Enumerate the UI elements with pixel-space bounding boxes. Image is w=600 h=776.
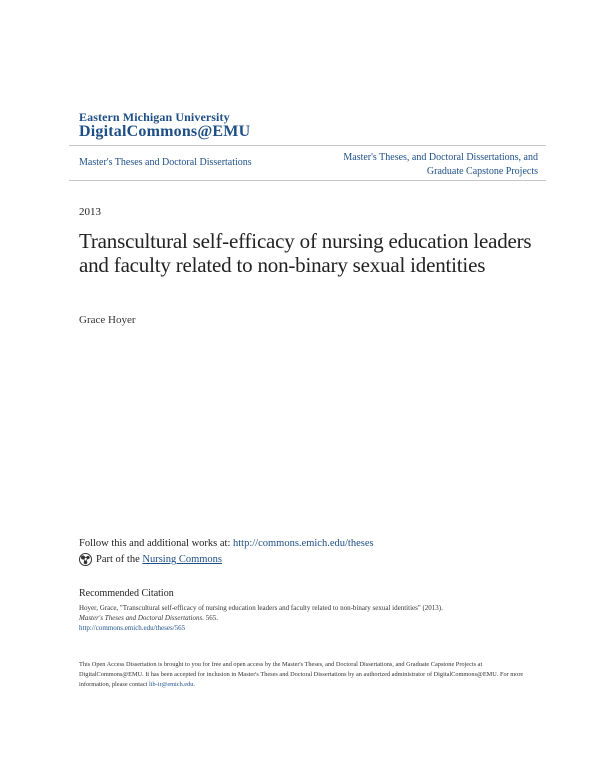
recommended-citation-heading: Recommended Citation [79, 588, 174, 599]
citation-series: Master's Theses and Doctoral Dissertations. [79, 614, 204, 622]
repository-name[interactable]: DigitalCommons@EMU [79, 123, 251, 140]
citation-block [79, 603, 539, 633]
document-author: Grace Hoyer [79, 314, 136, 326]
network-icon [79, 553, 92, 566]
citation-url-link[interactable]: http://commons.emich.edu/theses/565 [79, 624, 186, 632]
notice-text: This Open Access Dissertation is brought to you for free and open access by the Master's Theses, and Doctoral Dissertations, and Graduate Capstone Projects at DigitalCommons@EMU. It has been accepted for inclusion in Master's Theses and Doctoral Dissertations by an authorized administrator of DigitalCommons@EMU. For more information, please contact [79, 661, 524, 688]
follow-url-link[interactable]: http://commons.emich.edu/theses [233, 538, 374, 549]
part-of-line [79, 553, 222, 566]
follow-label: Follow this and additional works at: [79, 538, 231, 549]
citation-number: 565. [203, 614, 218, 622]
follow-line [79, 538, 374, 549]
collection-link-left[interactable]: Master's Theses and Doctoral Dissertations [79, 157, 252, 168]
publication-year: 2013 [79, 206, 101, 218]
contact-email-link[interactable]: lib-ir@emich.edu [148, 681, 194, 688]
nursing-commons-link[interactable]: Nursing Commons [142, 554, 223, 565]
open-access-notice [79, 660, 541, 690]
header-divider-bottom [69, 180, 546, 181]
citation-line-1: Hoyer, Grace, "Transcultural self-efficacy of nursing education leaders and faculty related to non-binary sexual identities" (2013). [79, 604, 443, 612]
header-divider-top [69, 145, 546, 146]
collection-right-line-2: Graduate Capstone Projects [426, 166, 538, 177]
notice-end: . [193, 681, 195, 688]
university-name[interactable]: Eastern Michigan University [79, 110, 230, 124]
document-title: Transcultural self-efficacy of nursing education leaders and faculty related to non-binary sexual identities [79, 229, 532, 277]
collection-right-line-1: Master's Theses, and Doctoral Dissertations, and [343, 152, 538, 163]
collection-link-right[interactable] [300, 151, 538, 179]
part-of-label: Part of the [96, 554, 140, 565]
citation-line-2 [79, 613, 539, 623]
